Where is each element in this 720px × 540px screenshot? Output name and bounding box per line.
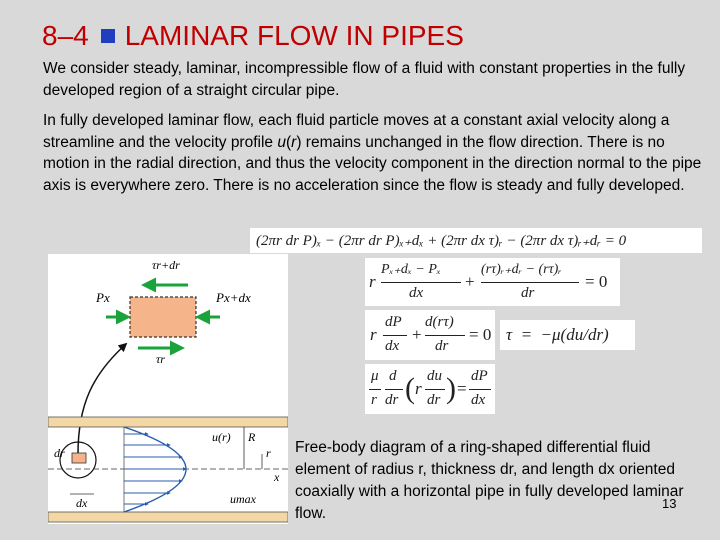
equation-momentum <box>365 364 495 414</box>
eq2-r: r <box>369 272 376 291</box>
eq2-denominator-1: dx <box>409 285 424 301</box>
equation-1-text: (2πr dr P)ₓ − (2πr dr P)ₓ₊dₓ + (2πr dx τ)ᵣ − (2πr dx τ)ᵣ₊dᵣ = 0 <box>256 233 627 249</box>
slide-title <box>42 20 464 52</box>
eq5-fraction-bar-3 <box>425 389 445 390</box>
eq4-text: τ = −μ(du/dr) <box>506 325 609 344</box>
paragraph-2-paren: ( <box>285 133 292 151</box>
equation-divided <box>365 258 620 306</box>
eq5-du: du <box>427 368 442 384</box>
eq5-equals: = <box>457 379 467 398</box>
eq5-fraction-bar-1 <box>369 389 381 390</box>
eq2-fraction-bar-2 <box>481 282 579 283</box>
paragraph-2-part-a: In fully developed laminar flow, each fluid particle moves at a constant axial velocity along a streamline and the velocity profile <box>43 112 670 151</box>
eq3-fraction-bar-1 <box>383 335 407 336</box>
label-tau-bottom: τr <box>156 352 165 366</box>
eq5-dr: dr <box>385 392 399 408</box>
eq3-denominator-2: dr <box>435 338 449 354</box>
eq3-numerator-1: dP <box>385 314 402 330</box>
eq3-denominator-1: dx <box>385 338 400 354</box>
eq5-fraction-bar-4 <box>469 389 491 390</box>
eq3-fraction-bar-2 <box>425 335 465 336</box>
paragraph-2-r: r <box>291 133 297 151</box>
eq5-mu: μ <box>371 368 379 384</box>
eq3-r: r <box>370 325 377 344</box>
equation-force-balance <box>250 228 702 253</box>
eq2-numerator-2: (rτ)ᵣ₊dᵣ − (rτ)ᵣ <box>481 262 562 277</box>
small-element <box>72 453 86 463</box>
eq3-numerator-2: d(rτ) <box>425 314 454 330</box>
label-R: R <box>248 430 256 444</box>
paragraph-2-u: u <box>277 133 286 151</box>
title-number: 8–4 <box>42 20 89 51</box>
label-tau-top: τr+dr <box>152 258 180 272</box>
zoom-arrow <box>78 344 126 454</box>
eq2-denominator-2: dr <box>521 285 535 301</box>
eq3-plus: + <box>412 325 422 344</box>
title-text: LAMINAR FLOW IN PIPES <box>124 20 464 51</box>
free-body-diagram-figure <box>48 254 288 524</box>
label-u-r: u(r) <box>212 430 231 444</box>
equation-differential <box>365 310 495 360</box>
eq2-fraction-bar-1 <box>381 282 461 283</box>
paragraph-2 <box>43 110 703 196</box>
figure-caption: Free-body diagram of a ring-shaped differential fluid element of radius r, thickness dr, and length dx oriented coaxially with a horizontal pipe in fully developed laminar flow. <box>295 439 684 522</box>
equation-shear-stress <box>500 320 635 350</box>
label-p-left: Px <box>96 290 110 305</box>
label-r: r <box>266 446 271 460</box>
label-dr: dr <box>54 446 65 460</box>
label-x: x <box>274 470 280 484</box>
eq5-r-inner: r <box>415 379 422 398</box>
label-p-right: Px+dx <box>216 290 251 305</box>
eq5-open-paren: ( <box>405 372 415 405</box>
page-number: 13 <box>662 496 677 511</box>
label-dx: dx <box>76 496 88 510</box>
paragraph-2-part-c: ) remains unchanged in the flow direction. There is no motion in the radial direction, and thus the velocity component in the direction normal to the pipe axis is everywhere zero. There is no acceleration since the flow is steady and fully developed. <box>43 133 702 194</box>
paragraph-1: We consider steady, laminar, incompressible flow of a fluid with constant properties in the fully developed region of a straight circular pipe. <box>43 60 686 99</box>
pipe-wall-top <box>48 417 288 427</box>
eq2-rhs: = 0 <box>585 272 608 291</box>
eq3-rhs: = 0 <box>469 325 492 344</box>
eq2-plus: + <box>465 272 475 291</box>
differential-element <box>130 297 196 337</box>
eq5-dr-inner: dr <box>427 392 441 408</box>
eq5-r: r <box>371 392 377 408</box>
eq5-fraction-bar-2 <box>385 389 403 390</box>
eq2-numerator-1: Pₓ₊dₓ − Pₓ <box>381 262 441 277</box>
bullet-square-icon <box>101 29 115 43</box>
free-body-diagram-svg <box>48 254 288 524</box>
eq5-d: d <box>389 368 397 384</box>
pipe-wall-bottom <box>48 512 288 522</box>
eq5-dP: dP <box>471 368 488 384</box>
eq5-dx: dx <box>471 392 486 408</box>
label-umax: umax <box>230 492 256 506</box>
eq5-close-paren: ) <box>446 372 456 405</box>
